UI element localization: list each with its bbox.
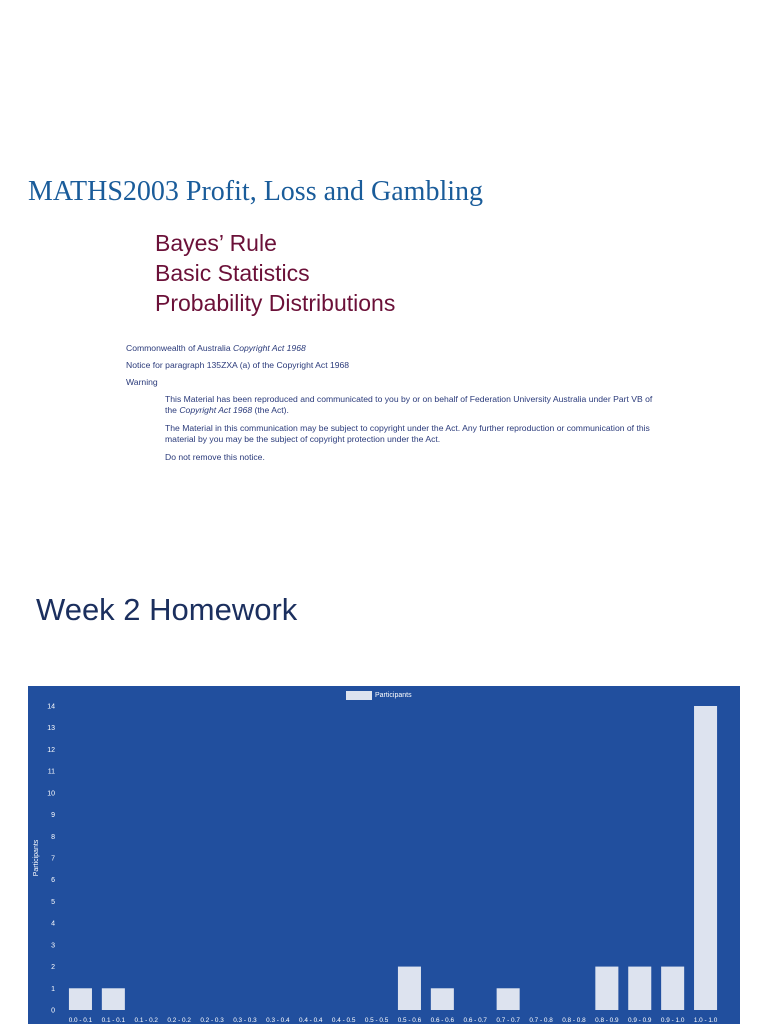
chart-canvas [28,686,740,1024]
y-axis-label: Participants [33,839,40,877]
x-tick-label: 0.8 - 0.8 [562,1017,586,1024]
bar [102,988,125,1010]
notice-para1-end: (the Act). [252,405,289,415]
bar [694,706,717,1010]
bar [431,988,454,1010]
notice-line-prefix: Commonwealth of Australia [126,343,233,353]
notice-act-name: Copyright Act 1968 [233,343,306,353]
y-tick-label: 10 [47,790,55,798]
topic-item: Probability Distributions [155,290,396,316]
y-tick-label: 13 [47,725,55,733]
x-tick-label: 0.6 - 0.6 [430,1017,455,1024]
x-tick-label: 0.4 - 0.4 [299,1017,323,1024]
y-tick-label: 12 [47,746,55,754]
bar [69,988,92,1010]
bar [661,967,684,1010]
bar [398,967,421,1010]
topic-item: Basic Statistics [155,260,310,286]
week-title: Week 2 Homework [36,592,298,627]
x-tick-label: 0.7 - 0.7 [496,1017,520,1024]
y-tick-label: 4 [51,920,55,928]
y-tick-label: 14 [47,703,55,711]
x-tick-label: 0.4 - 0.5 [331,1017,356,1024]
y-tick-label: 1 [51,985,55,993]
x-tick-label: 0.0 - 0.1 [68,1017,93,1024]
bar [497,988,520,1010]
x-tick-label: 0.1 - 0.2 [134,1017,158,1024]
notice-paragraph-1 [165,394,666,416]
bar [628,967,651,1010]
copyright-notice [126,343,666,470]
y-tick-label: 5 [51,898,55,906]
x-tick-label: 0.9 - 1.0 [660,1017,685,1024]
x-tick-label: 0.7 - 0.8 [529,1017,553,1024]
bar [595,967,618,1010]
notice-body [165,394,666,463]
y-tick-label: 3 [51,942,55,950]
participants-bar-chart [28,686,740,1024]
x-tick-label: 1.0 - 1.0 [693,1017,718,1024]
topic-item: Bayes’ Rule [155,230,277,256]
notice-line-commonwealth [126,343,666,354]
notice-line-paragraph: Notice for paragraph 135ZXA (a) of the Copyright Act 1968 [126,360,350,370]
notice-para1-text: This Material has been reproduced and communicated to you by or on behalf of Federation University Australia under Part VB of the [165,394,653,415]
x-tick-label: 0.5 - 0.6 [397,1017,422,1024]
notice-paragraph-2: The Material in this communication may be subject to copyright under the Act. Any further reproduction or communication of this material by you may be the subject of copyright protection under the Act. [165,423,650,444]
x-tick-label: 0.8 - 0.9 [595,1017,619,1024]
legend-label: Participants [375,692,412,699]
x-tick-label: 0.3 - 0.3 [233,1017,257,1024]
y-tick-label: 2 [51,964,55,972]
y-tick-label: 8 [51,833,55,841]
notice-para1-act: Copyright Act 1968 [179,405,253,415]
notice-warning: Warning [126,377,158,387]
notice-paragraph-3: Do not remove this notice. [165,452,265,462]
x-tick-label: 0.5 - 0.5 [364,1017,389,1024]
x-tick-label: 0.9 - 0.9 [628,1017,652,1024]
y-tick-label: 11 [47,768,55,776]
x-tick-label: 0.3 - 0.4 [266,1017,290,1024]
course-title: MATHS2003 Profit, Loss and Gambling [28,176,483,207]
topic-list [155,228,395,318]
x-tick-label: 0.1 - 0.1 [101,1017,126,1024]
x-tick-label: 0.2 - 0.3 [200,1017,224,1024]
y-tick-label: 6 [51,877,55,885]
y-tick-label: 0 [51,1007,55,1015]
x-tick-label: 0.2 - 0.2 [167,1017,191,1024]
y-tick-label: 7 [51,855,55,863]
x-tick-label: 0.6 - 0.7 [463,1017,487,1024]
y-tick-label: 9 [51,812,55,820]
